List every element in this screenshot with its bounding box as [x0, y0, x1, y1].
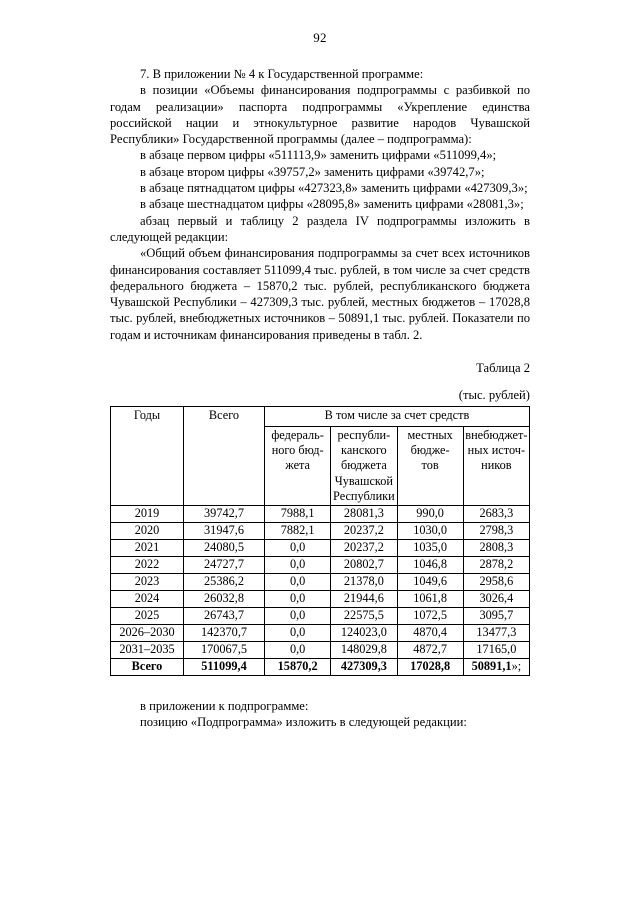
- header-republican-line-4: Чувашской: [334, 473, 393, 488]
- cell-republican: 20237,2: [331, 523, 397, 540]
- table-row: [111, 591, 530, 608]
- cell-year: 2021: [111, 540, 184, 557]
- table-row: [111, 625, 530, 642]
- header-extrabudget-line-3: ников: [481, 458, 512, 473]
- cell-extrabudget: 13477,3: [463, 625, 529, 642]
- header-federal: [265, 427, 331, 506]
- total-cell-federal: 15870,2: [265, 659, 331, 676]
- cell-local: 1072,5: [397, 608, 463, 625]
- cell-local: 1030,0: [397, 523, 463, 540]
- table-closing-quote: »;: [511, 659, 522, 674]
- header-years: Годы: [111, 407, 184, 506]
- cell-republican: 20802,7: [331, 557, 397, 574]
- cell-extrabudget: 17165,0: [463, 642, 529, 659]
- paragraph-1: 7. В приложении № 4 к Государственной программе:: [140, 67, 424, 81]
- cell-local: 4872,7: [397, 642, 463, 659]
- table-row: [111, 642, 530, 659]
- header-group: В том числе за счет средств: [265, 407, 530, 427]
- cell-federal: 7882,1: [265, 523, 331, 540]
- table-header-row-1: [111, 407, 530, 427]
- header-republican-line-2: канского: [341, 443, 387, 458]
- cell-extrabudget: 3026,4: [463, 591, 529, 608]
- paragraph-5: в абзаце пятнадцатом цифры «427323,8» заменить цифрами «427309,3»;: [140, 181, 528, 196]
- cell-local: 990,0: [397, 506, 463, 523]
- paragraph-8: «Общий объем финансирования подпрограммы за счет всех источников финансирования составляет 511099,4 тыс. рублей, в том числе за счет средств федерального бюджета – 15870,2 тыс. рублей, республиканского бюджета Чувашской Республики – 427309,3 тыс. рублей, местных бюджетов – 17028,8 тыс. рублей, внебюджетных источников – 50891,1 тыс. рублей. Показатели по годам и источникам финансирования приведены в табл. 2.: [110, 246, 530, 342]
- cell-total: 24080,5: [184, 540, 265, 557]
- total-cell-total: 511099,4: [184, 659, 265, 676]
- header-local-line-1: местных: [407, 428, 453, 443]
- cell-total: 31947,6: [184, 523, 265, 540]
- header-extrabudget-line-2: ных источ-: [467, 443, 526, 458]
- page-content: [110, 30, 530, 731]
- header-local-line-2: бюдже-: [410, 443, 450, 458]
- cell-republican: 148029,8: [331, 642, 397, 659]
- cell-year: 2025: [111, 608, 184, 625]
- cell-federal: 0,0: [265, 625, 331, 642]
- total-cell-republican: 427309,3: [331, 659, 397, 676]
- header-local: [397, 427, 463, 506]
- header-republican: [331, 427, 397, 506]
- closing-paragraph-2: позицию «Подпрограмма» изложить в следующей редакции:: [140, 715, 467, 730]
- cell-federal: 0,0: [265, 540, 331, 557]
- table-row: [111, 523, 530, 540]
- paragraph-4: в абзаце втором цифры «39757,2» заменить цифрами «39742,7»;: [140, 164, 485, 179]
- cell-federal: 7988,1: [265, 506, 331, 523]
- cell-year: 2020: [111, 523, 184, 540]
- header-federal-line-3: жета: [285, 458, 311, 473]
- closing-text: [110, 698, 530, 731]
- header-extrabudget-line-1: внебюджет-: [465, 428, 528, 443]
- page-number: 92: [313, 30, 327, 45]
- header-republican-line-5: Республики: [333, 488, 395, 503]
- cell-year: 2019: [111, 506, 184, 523]
- cell-local: 1049,6: [397, 574, 463, 591]
- cell-federal: 0,0: [265, 642, 331, 659]
- cell-local: 4870,4: [397, 625, 463, 642]
- table-units-note: (тыс. рублей): [458, 388, 530, 403]
- cell-republican: 28081,3: [331, 506, 397, 523]
- closing-paragraph-1: в приложении к подпрограмме:: [140, 699, 309, 714]
- cell-extrabudget: 2683,3: [463, 506, 529, 523]
- cell-federal: 0,0: [265, 557, 331, 574]
- table-row: [111, 540, 530, 557]
- cell-extrabudget: 2958,6: [463, 574, 529, 591]
- cell-local: 1046,8: [397, 557, 463, 574]
- cell-year: 2031–2035: [111, 642, 184, 659]
- table-total-row: [111, 659, 530, 676]
- cell-federal: 0,0: [265, 591, 331, 608]
- header-local-line-3: тов: [421, 458, 439, 473]
- header-extrabudget: [463, 427, 529, 506]
- cell-republican: 21944,6: [331, 591, 397, 608]
- table-body: [111, 506, 530, 676]
- total-cell-extrabudget-value: 50891,1: [471, 659, 512, 674]
- cell-year: 2022: [111, 557, 184, 574]
- cell-extrabudget: 2808,3: [463, 540, 529, 557]
- total-cell-local: 17028,8: [397, 659, 463, 676]
- header-federal-line-2: ного бюд-: [271, 443, 324, 458]
- header-republican-line-1: республи-: [337, 428, 391, 443]
- cell-extrabudget: 2878,2: [463, 557, 529, 574]
- paragraph-7: абзац первый и таблицу 2 раздела IV подпрограммы изложить в следующей редакции:: [110, 213, 530, 244]
- table-caption: Таблица 2: [476, 361, 530, 376]
- cell-total: 25386,2: [184, 574, 265, 591]
- cell-year: 2023: [111, 574, 184, 591]
- cell-total: 24727,7: [184, 557, 265, 574]
- cell-total: 39742,7: [184, 506, 265, 523]
- cell-year: 2026–2030: [111, 625, 184, 642]
- cell-local: 1035,0: [397, 540, 463, 557]
- financing-table: [110, 406, 530, 676]
- table-header: [111, 407, 530, 506]
- cell-extrabudget: 2798,3: [463, 523, 529, 540]
- cell-total: 142370,7: [184, 625, 265, 642]
- cell-republican: 21378,0: [331, 574, 397, 591]
- table-row: [111, 574, 530, 591]
- header-federal-line-1: федераль-: [271, 428, 324, 443]
- paragraph-2: в позиции «Объемы финансирования подпрограммы с разбивкой по годам реализации» паспорта подпрограммы «Укрепление единства российской нации и этнокультурное развитие народов Чувашской Республики» Государственной программы (далее – подпрограмма):: [110, 83, 530, 147]
- cell-republican: 20237,2: [331, 540, 397, 557]
- cell-republican: 22575,5: [331, 608, 397, 625]
- paragraph-3: в абзаце первом цифры «511113,9» заменить цифрами «511099,4»;: [140, 148, 497, 163]
- cell-year: 2024: [111, 591, 184, 608]
- header-republican-line-3: бюджета: [340, 458, 387, 473]
- cell-local: 1061,8: [397, 591, 463, 608]
- cell-extrabudget: 3095,7: [463, 608, 529, 625]
- total-cell-extrabudget: [463, 659, 529, 676]
- paragraph-6: в абзаце шестнадцатом цифры «28095,8» заменить цифрами «28081,3»;: [140, 197, 524, 212]
- table-row: [111, 608, 530, 625]
- cell-total: 26743,7: [184, 608, 265, 625]
- cell-federal: 0,0: [265, 574, 331, 591]
- cell-republican: 124023,0: [331, 625, 397, 642]
- cell-federal: 0,0: [265, 608, 331, 625]
- total-cell-year: Всего: [111, 659, 184, 676]
- table-row: [111, 557, 530, 574]
- table-row: [111, 506, 530, 523]
- cell-total: 26032,8: [184, 591, 265, 608]
- header-total: Всего: [184, 407, 265, 506]
- cell-total: 170067,5: [184, 642, 265, 659]
